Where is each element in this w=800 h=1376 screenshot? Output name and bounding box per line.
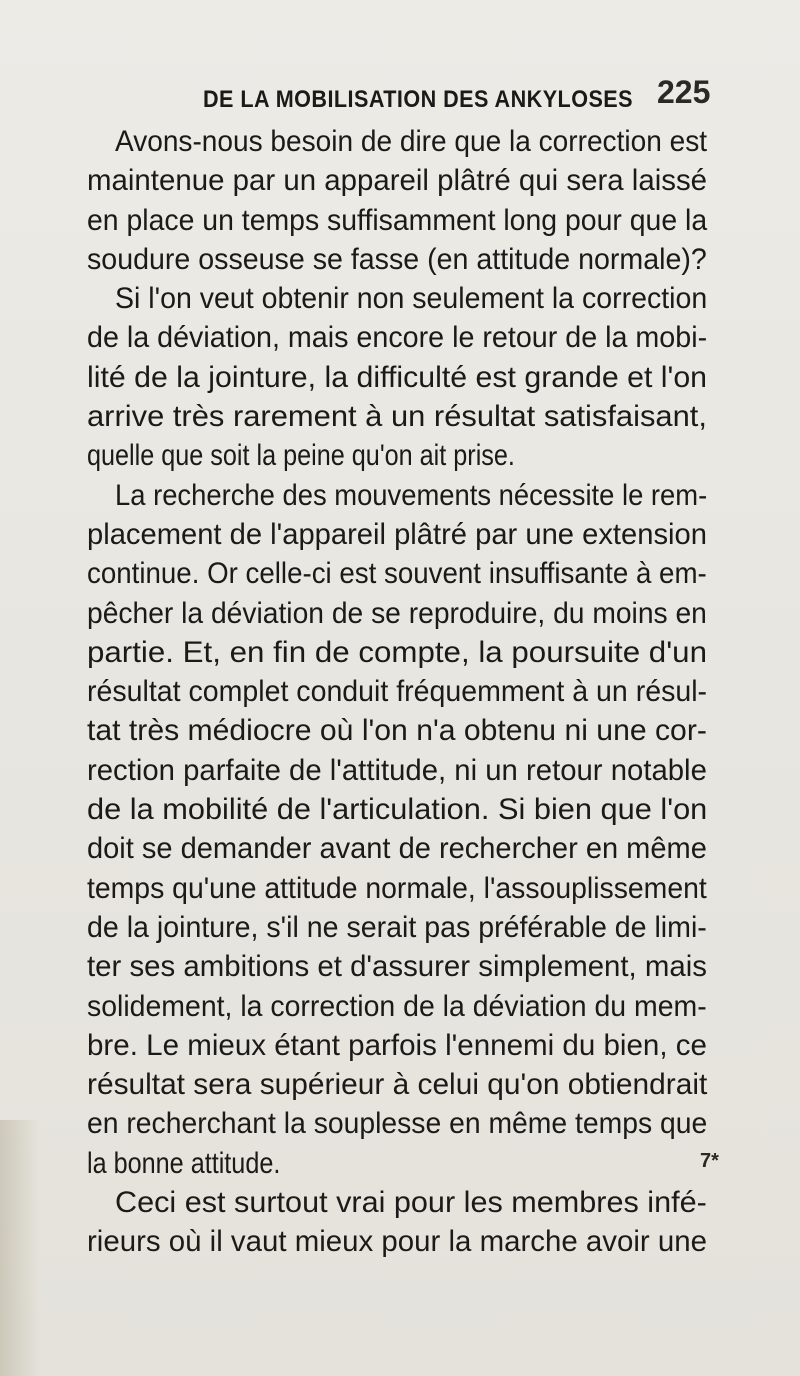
text-line: La recherche des mouvements nécessite le rem- xyxy=(115,478,708,512)
text-line: en recherchant la souplesse en même temps que xyxy=(87,1107,708,1141)
text-line: maintenue par un appareil plâtré qui sera laissé xyxy=(87,164,708,198)
text-line: pêcher la déviation de se reproduire, du moins en xyxy=(87,596,707,630)
text-line: résultat complet conduit fréquemment à un résul- xyxy=(87,675,708,709)
body-text xyxy=(87,122,707,1262)
text-line: la bonne attitude. xyxy=(87,1146,281,1180)
text-line: placement de l'appareil plâtré par une extension xyxy=(87,517,707,551)
text-line: résultat sera supérieur à celui qu'on obtiendrait xyxy=(87,1068,708,1102)
text-line: de la jointure, s'il ne serait pas préférable de limi- xyxy=(87,910,707,944)
text-line: temps qu'une attitude normale, l'assouplissement xyxy=(87,871,707,905)
text-line: Ceci est surtout vrai pour les membres infé- xyxy=(115,1186,707,1220)
text-line: Si l'on veut obtenir non seulement la correction xyxy=(115,282,708,316)
margin-stain xyxy=(0,1120,40,1376)
text-line: continue. Or celle-ci est souvent insuffisante à em- xyxy=(87,557,707,591)
text-line: lité de la jointure, la difficulté est grande et l'on xyxy=(87,360,708,394)
text-line: quelle que soit la peine qu'on ait prise. xyxy=(87,439,515,473)
text-line: doit se demander avant de rechercher en même xyxy=(87,832,707,866)
running-title: DE LA MOBILISATION DES ANKYLOSES xyxy=(203,86,634,113)
text-line: en place un temps suffisamment long pour que la xyxy=(87,203,708,237)
text-line: solidement, la correction de la déviation du mem- xyxy=(87,989,707,1023)
text-line: soudure osseuse se fasse (en attitude normale)? xyxy=(87,242,707,276)
page-number: 225 xyxy=(657,74,711,110)
text-line: rieurs où il vaut mieux pour la marche avoir une xyxy=(87,1225,707,1259)
text-line: bre. Le mieux étant parfois l'ennemi du bien, ce xyxy=(87,1028,707,1062)
text-line: de la mobilité de l'articulation. Si bien que l'on xyxy=(87,793,708,827)
text-line: tat très médiocre où l'on n'a obtenu ni une cor- xyxy=(87,714,707,748)
text-line: de la déviation, mais encore le retour de la mobi- xyxy=(87,321,708,355)
text-line: partie. Et, en fin de compte, la poursuite d'un xyxy=(87,635,707,669)
text-line: Avons-nous besoin de dire que la correction est xyxy=(115,125,708,158)
text-line: arrive très rarement à un résultat satisfaisant, xyxy=(87,400,707,434)
text-line: rection parfaite de l'attitude, ni un retour notable xyxy=(87,753,707,787)
signature-mark: 7* xyxy=(700,1150,719,1172)
text-line: ter ses ambitions et d'assurer simplement, mais xyxy=(87,950,707,984)
